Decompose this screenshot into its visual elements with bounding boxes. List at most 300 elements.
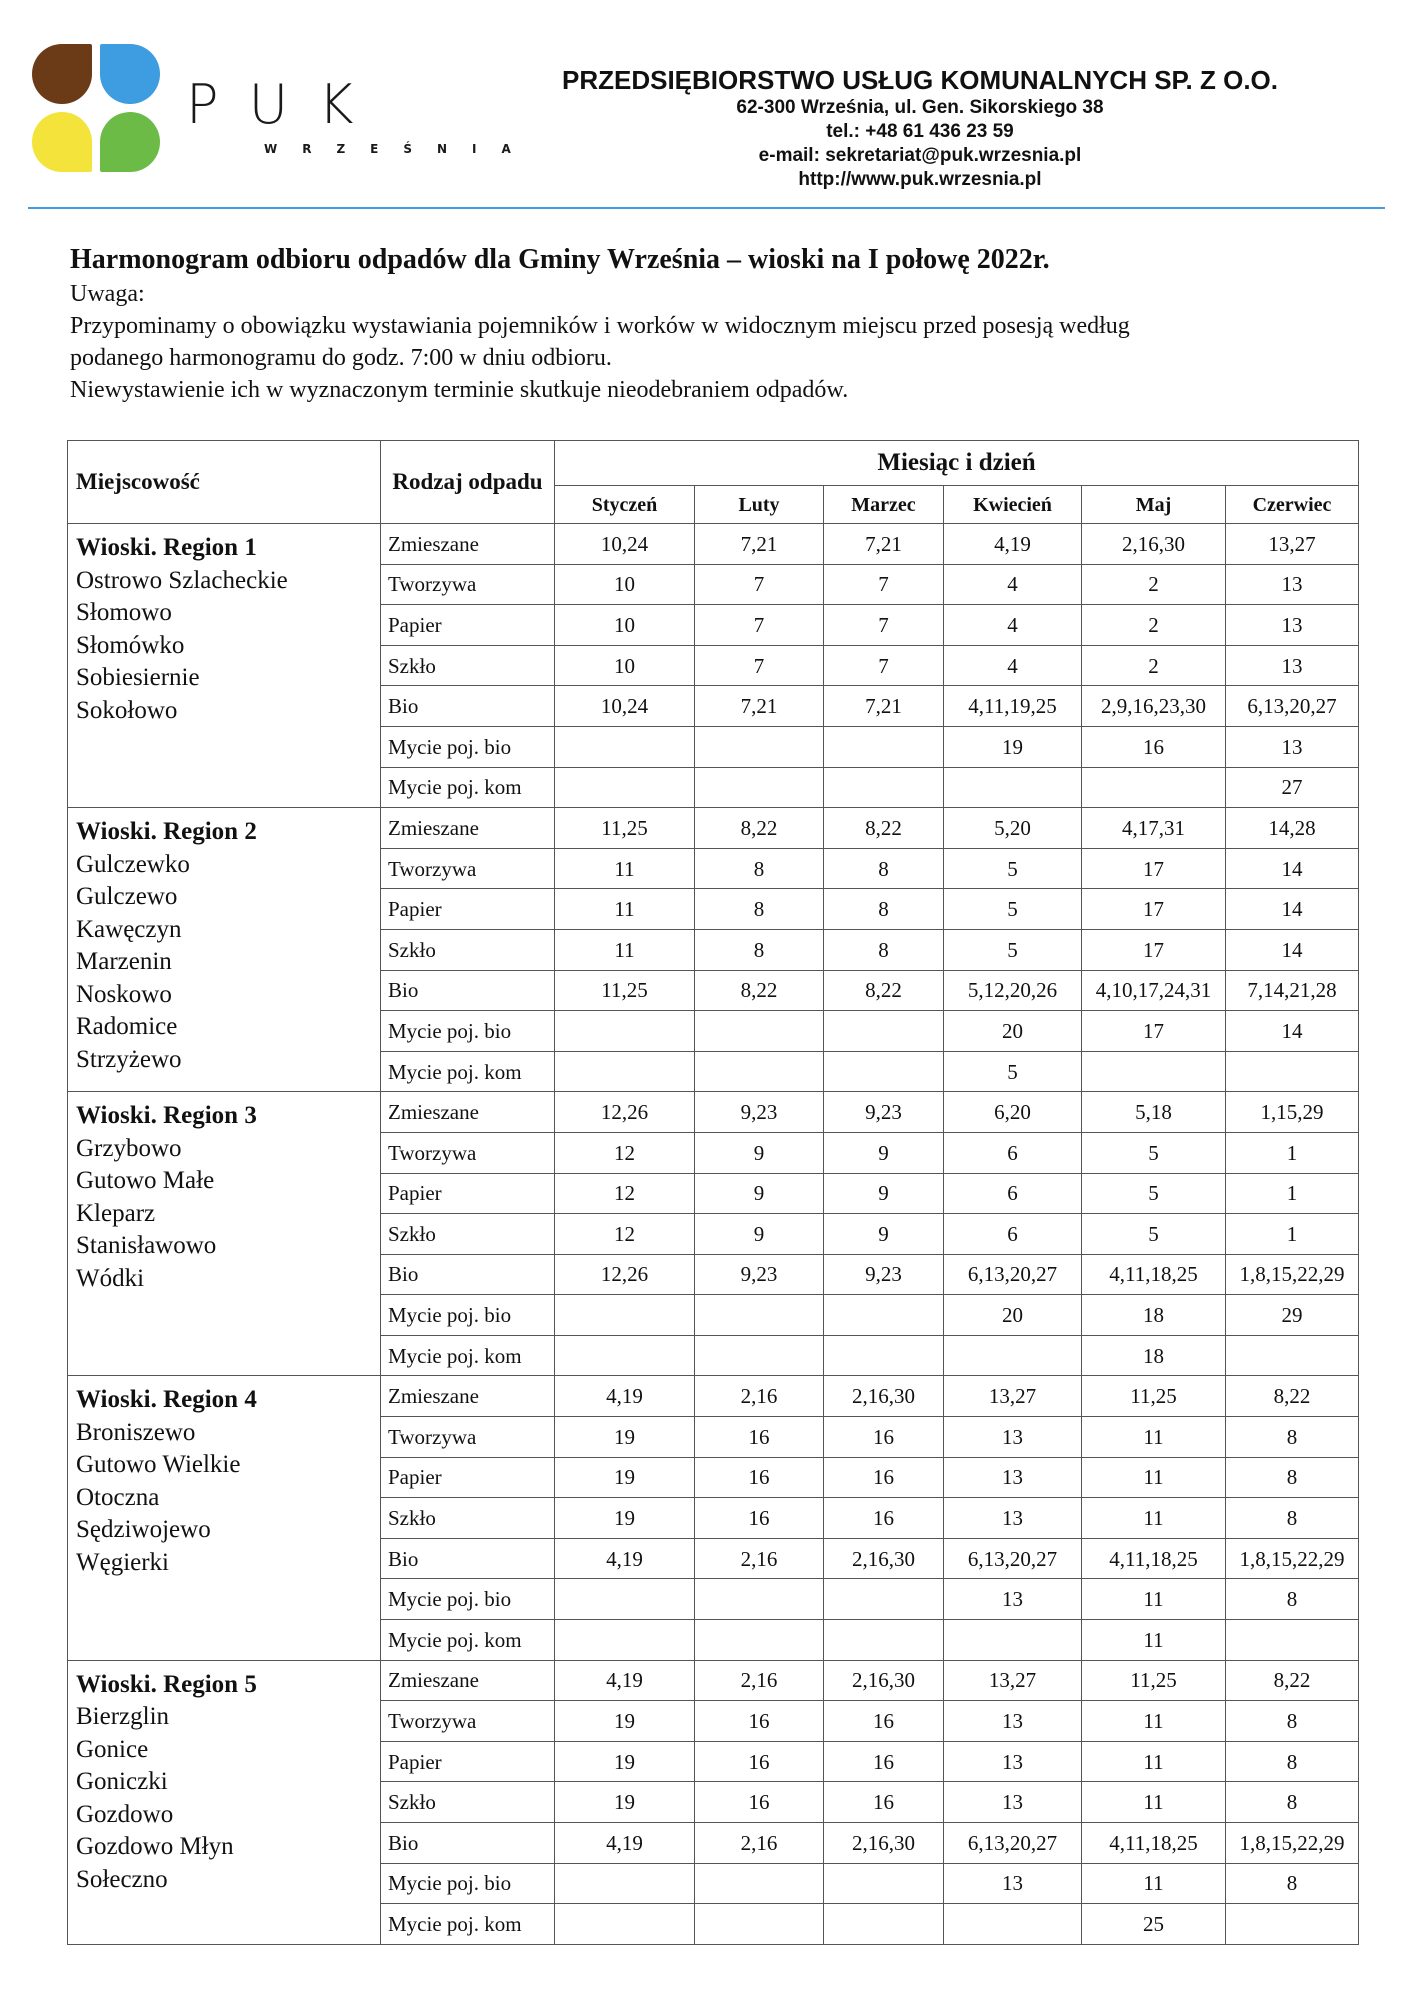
town-name: Goniczki (76, 1768, 168, 1796)
pickup-days-cell: 8,22 (1226, 1660, 1359, 1701)
pickup-days-cell: 4,19 (555, 1376, 695, 1417)
pickup-days-cell: 7 (824, 645, 944, 686)
pickup-days-cell (695, 1011, 824, 1052)
pickup-days-cell: 8 (695, 848, 824, 889)
pickup-days-cell: 8,22 (1226, 1376, 1359, 1417)
pickup-days-cell: 6 (944, 1214, 1082, 1255)
pickup-days-cell: 2,16 (695, 1376, 824, 1417)
pickup-days-cell: 13 (944, 1457, 1082, 1498)
region-cell (68, 1092, 381, 1376)
pickup-days-cell: 14 (1226, 889, 1359, 930)
pickup-days-cell: 29 (1226, 1295, 1359, 1336)
month-header: Maj (1082, 486, 1226, 524)
logo-petal-yellow (32, 112, 92, 172)
waste-type: Zmieszane (381, 1092, 555, 1133)
pickup-days-cell (944, 767, 1082, 808)
pickup-days-cell (944, 1335, 1082, 1376)
pickup-days-cell (824, 1620, 944, 1661)
pickup-days-cell: 2,16 (695, 1823, 824, 1864)
pickup-days-cell (555, 1904, 695, 1945)
region-name: Wioski. Region 1 (76, 534, 257, 561)
pickup-days-cell: 2 (1082, 645, 1226, 686)
town-name: Broniszewo (76, 1418, 196, 1446)
brand-subtitle: WRZEŚNIA (264, 142, 536, 156)
pickup-days-cell: 12 (555, 1214, 695, 1255)
pickup-days-cell (695, 767, 824, 808)
pickup-days-cell (1082, 1051, 1226, 1092)
pickup-days-cell: 16 (824, 1741, 944, 1782)
pickup-days-cell: 6,13,20,27 (944, 1254, 1082, 1295)
pickup-days-cell: 13,27 (1226, 524, 1359, 565)
table-row (68, 1376, 1359, 1417)
pickup-days-cell: 8,22 (695, 808, 824, 849)
pickup-days-cell: 13,27 (944, 1376, 1082, 1417)
pickup-days-cell: 11 (1082, 1701, 1226, 1742)
pickup-days-cell: 9,23 (824, 1092, 944, 1133)
town-name: Gutowo Wielkie (76, 1451, 241, 1479)
pickup-days-cell: 7,21 (824, 524, 944, 565)
town-name: Grzybowo (76, 1134, 182, 1162)
pickup-days-cell: 11 (555, 929, 695, 970)
column-header-waste-type: Rodzaj odpadu (381, 441, 555, 524)
waste-type: Mycie poj. kom (381, 767, 555, 808)
town-name: Gulczewko (76, 850, 190, 878)
waste-type: Bio (381, 686, 555, 727)
pickup-days-cell: 18 (1082, 1295, 1226, 1336)
pickup-days-cell: 11,25 (555, 808, 695, 849)
town-name: Gutowo Małe (76, 1167, 215, 1195)
town-name: Sokołowo (76, 696, 178, 724)
pickup-days-cell: 19 (555, 1457, 695, 1498)
pickup-days-cell (824, 726, 944, 767)
pickup-days-cell (555, 1295, 695, 1336)
pickup-days-cell: 19 (555, 1741, 695, 1782)
pickup-days-cell: 2,9,16,23,30 (1082, 686, 1226, 727)
pickup-days-cell: 11 (1082, 1782, 1226, 1823)
pickup-days-cell: 2,16,30 (824, 1538, 944, 1579)
pickup-days-cell: 1,15,29 (1226, 1092, 1359, 1133)
pickup-days-cell: 11,25 (555, 970, 695, 1011)
pickup-days-cell: 11 (1082, 1741, 1226, 1782)
pickup-days-cell: 16 (695, 1782, 824, 1823)
waste-type: Mycie poj. bio (381, 1863, 555, 1904)
pickup-days-cell: 10,24 (555, 686, 695, 727)
pickup-days-cell: 16 (695, 1457, 824, 1498)
pickup-days-cell: 8 (1226, 1579, 1359, 1620)
pickup-days-cell: 5 (944, 1051, 1082, 1092)
pickup-days-cell: 12 (555, 1132, 695, 1173)
pickup-days-cell: 2,16 (695, 1660, 824, 1701)
pickup-days-cell: 7,21 (824, 686, 944, 727)
region-name: Wioski. Region 2 (76, 818, 257, 846)
pickup-days-cell: 19 (944, 726, 1082, 767)
notice-line: podanego harmonogramu do godz. 7:00 w dniu odbioru. (70, 345, 612, 371)
pickup-days-cell: 11 (1082, 1498, 1226, 1539)
pickup-days-cell (824, 1295, 944, 1336)
pickup-days-cell (1226, 1620, 1359, 1661)
page-title: Harmonogram odbioru odpadów dla Gminy Września – wioski na I połowę 2022r. (70, 244, 1050, 275)
pickup-days-cell: 1 (1226, 1173, 1359, 1214)
pickup-days-cell: 11 (1082, 1417, 1226, 1458)
column-header-location: Miejscowość (68, 441, 381, 524)
pickup-days-cell (695, 726, 824, 767)
pickup-days-cell: 5 (944, 929, 1082, 970)
notice-line: Przypominamy o obowiązku wystawiania pojemników i worków w widocznym miejscu przed posesją według (70, 313, 1130, 339)
region-cell (68, 808, 381, 1092)
pickup-days-cell: 1 (1226, 1132, 1359, 1173)
pickup-days-cell: 9 (695, 1214, 824, 1255)
pickup-days-cell: 13 (1226, 726, 1359, 767)
schedule-body (68, 524, 1359, 1945)
pickup-days-cell: 4,19 (555, 1538, 695, 1579)
pickup-days-cell: 5,20 (944, 808, 1082, 849)
pickup-days-cell: 16 (824, 1498, 944, 1539)
pickup-days-cell: 14 (1226, 848, 1359, 889)
pickup-days-cell (1226, 1335, 1359, 1376)
pickup-days-cell: 14,28 (1226, 808, 1359, 849)
pickup-days-cell: 13 (944, 1782, 1082, 1823)
waste-type: Szkło (381, 1498, 555, 1539)
pickup-days-cell: 4,11,18,25 (1082, 1254, 1226, 1295)
pickup-days-cell (555, 1011, 695, 1052)
column-header-months: Miesiąc i dzień (555, 441, 1359, 486)
pickup-days-cell: 2,16,30 (824, 1660, 944, 1701)
pickup-days-cell: 7,21 (695, 686, 824, 727)
pickup-days-cell: 6,13,20,27 (944, 1538, 1082, 1579)
notice-line: Uwaga: (70, 281, 145, 307)
pickup-days-cell: 2,16,30 (824, 1823, 944, 1864)
waste-type: Zmieszane (381, 1376, 555, 1417)
pickup-days-cell: 14 (1226, 1011, 1359, 1052)
company-phone: tel.: +48 61 436 23 59 (826, 121, 1014, 142)
pickup-days-cell: 4 (944, 605, 1082, 646)
pickup-days-cell: 5,18 (1082, 1092, 1226, 1133)
pickup-days-cell: 19 (555, 1782, 695, 1823)
region-name: Wioski. Region 4 (76, 1386, 257, 1414)
schedule-table (67, 440, 1359, 1945)
pickup-days-cell: 17 (1082, 848, 1226, 889)
town-name: Bierzglin (76, 1703, 170, 1731)
pickup-days-cell: 7 (695, 605, 824, 646)
pickup-days-cell: 14 (1226, 929, 1359, 970)
pickup-days-cell: 4,19 (555, 1823, 695, 1864)
pickup-days-cell: 12,26 (555, 1254, 695, 1295)
waste-type: Zmieszane (381, 524, 555, 565)
pickup-days-cell: 2,16,30 (1082, 524, 1226, 565)
pickup-days-cell: 10 (555, 645, 695, 686)
pickup-days-cell: 13 (944, 1701, 1082, 1742)
region-cell (68, 1376, 381, 1660)
notice-block (70, 242, 1370, 406)
pickup-days-cell (555, 1579, 695, 1620)
table-header-row (68, 441, 1359, 486)
pickup-days-cell (824, 1335, 944, 1376)
waste-type: Mycie poj. bio (381, 1011, 555, 1052)
pickup-days-cell: 7,21 (695, 524, 824, 565)
waste-type: Zmieszane (381, 808, 555, 849)
pickup-days-cell: 7 (824, 605, 944, 646)
pickup-days-cell: 13 (944, 1863, 1082, 1904)
waste-type: Papier (381, 1173, 555, 1214)
town-name: Gulczewo (76, 883, 178, 911)
waste-type: Papier (381, 1741, 555, 1782)
pickup-days-cell: 4 (944, 645, 1082, 686)
pickup-days-cell: 10 (555, 605, 695, 646)
pickup-days-cell (695, 1904, 824, 1945)
table-row (68, 808, 1359, 849)
logo-petal-green (100, 112, 160, 172)
town-name: Marzenin (76, 948, 172, 976)
pickup-days-cell: 11 (1082, 1863, 1226, 1904)
pickup-days-cell: 8 (824, 848, 944, 889)
pickup-days-cell: 10 (555, 564, 695, 605)
pickup-days-cell: 8,22 (695, 970, 824, 1011)
town-name: Stanisławowo (76, 1232, 217, 1260)
pickup-days-cell: 25 (1082, 1904, 1226, 1945)
pickup-days-cell: 7 (695, 564, 824, 605)
waste-type: Papier (381, 1457, 555, 1498)
pickup-days-cell (824, 1863, 944, 1904)
waste-type: Papier (381, 605, 555, 646)
table-row (68, 1092, 1359, 1133)
waste-type: Papier (381, 889, 555, 930)
pickup-days-cell: 13 (944, 1579, 1082, 1620)
waste-type: Tworzywa (381, 1701, 555, 1742)
pickup-days-cell (555, 1620, 695, 1661)
town-name: Radomice (76, 1013, 178, 1041)
pickup-days-cell: 16 (695, 1701, 824, 1742)
waste-type: Bio (381, 1823, 555, 1864)
pickup-days-cell: 16 (824, 1457, 944, 1498)
town-name: Ostrowo Szlacheckie (76, 566, 288, 594)
pickup-days-cell: 17 (1082, 1011, 1226, 1052)
pickup-days-cell: 7,14,21,28 (1226, 970, 1359, 1011)
pickup-days-cell: 8 (1226, 1457, 1359, 1498)
waste-type: Szkło (381, 929, 555, 970)
company-address: 62-300 Września, ul. Gen. Sikorskiego 38 (736, 97, 1104, 118)
waste-type: Zmieszane (381, 1660, 555, 1701)
pickup-days-cell: 11 (1082, 1579, 1226, 1620)
pickup-days-cell: 2,16 (695, 1538, 824, 1579)
waste-type: Bio (381, 1254, 555, 1295)
waste-type: Bio (381, 1538, 555, 1579)
pickup-days-cell (1226, 1904, 1359, 1945)
pickup-days-cell (1082, 767, 1226, 808)
pickup-days-cell: 1 (1226, 1214, 1359, 1255)
pickup-days-cell (695, 1335, 824, 1376)
pickup-days-cell: 5 (944, 889, 1082, 930)
pickup-days-cell: 5 (1082, 1173, 1226, 1214)
pickup-days-cell (555, 1335, 695, 1376)
pickup-days-cell: 20 (944, 1295, 1082, 1336)
month-header: Czerwiec (1226, 486, 1359, 524)
pickup-days-cell: 4,10,17,24,31 (1082, 970, 1226, 1011)
pickup-days-cell: 1,8,15,22,29 (1226, 1538, 1359, 1579)
pickup-days-cell: 9 (695, 1173, 824, 1214)
pickup-days-cell: 4,11,18,25 (1082, 1823, 1226, 1864)
pickup-days-cell: 13,27 (944, 1660, 1082, 1701)
header-divider (28, 207, 1385, 209)
pickup-days-cell: 19 (555, 1498, 695, 1539)
pickup-days-cell: 2 (1082, 564, 1226, 605)
town-name: Gozdowo (76, 1800, 174, 1828)
pickup-days-cell: 16 (695, 1741, 824, 1782)
waste-type: Mycie poj. kom (381, 1620, 555, 1661)
pickup-days-cell: 8,22 (824, 970, 944, 1011)
pickup-days-cell: 6,13,20,27 (944, 1823, 1082, 1864)
pickup-days-cell: 4,19 (555, 1660, 695, 1701)
pickup-days-cell: 13 (1226, 605, 1359, 646)
pickup-days-cell: 13 (944, 1417, 1082, 1458)
pickup-days-cell: 5 (1082, 1214, 1226, 1255)
company-email[interactable]: e-mail: sekretariat@puk.wrzesnia.pl (758, 145, 1082, 166)
town-name: Gonice (76, 1735, 149, 1763)
pickup-days-cell (824, 1579, 944, 1620)
month-header: Marzec (824, 486, 944, 524)
pickup-days-cell: 16 (695, 1417, 824, 1458)
pickup-days-cell (824, 767, 944, 808)
pickup-days-cell: 16 (824, 1701, 944, 1742)
pickup-days-cell: 9 (695, 1132, 824, 1173)
waste-type: Szkło (381, 645, 555, 686)
pickup-days-cell: 18 (1082, 1335, 1226, 1376)
pickup-days-cell: 6,20 (944, 1092, 1082, 1133)
brand-name: PUK (186, 73, 384, 136)
pickup-days-cell: 11 (1082, 1457, 1226, 1498)
pickup-days-cell (555, 1051, 695, 1092)
pickup-days-cell: 8 (1226, 1863, 1359, 1904)
town-name: Kleparz (76, 1199, 156, 1227)
waste-type: Szkło (381, 1214, 555, 1255)
pickup-days-cell (944, 1620, 1082, 1661)
region-cell (68, 1660, 381, 1944)
region-cell (68, 524, 381, 808)
pickup-days-cell: 12,26 (555, 1092, 695, 1133)
town-name: Sędziwojewo (76, 1516, 211, 1544)
pickup-days-cell: 4,19 (944, 524, 1082, 565)
pickup-days-cell: 12 (555, 1173, 695, 1214)
table-row (68, 1660, 1359, 1701)
pickup-days-cell (695, 1051, 824, 1092)
pickup-days-cell: 6,13,20,27 (1226, 686, 1359, 727)
pickup-days-cell: 8,22 (824, 808, 944, 849)
waste-type: Tworzywa (381, 1132, 555, 1173)
company-name: PRZEDSIĘBIORSTWO USŁUG KOMUNALNYCH SP. Z O.O. (561, 65, 1278, 95)
pickup-days-cell: 13 (944, 1741, 1082, 1782)
pickup-days-cell (555, 1863, 695, 1904)
pickup-days-cell: 10,24 (555, 524, 695, 565)
pickup-days-cell: 9,23 (824, 1254, 944, 1295)
pickup-days-cell: 17 (1082, 929, 1226, 970)
pickup-days-cell (1226, 1051, 1359, 1092)
town-name: Słomówko (76, 631, 185, 659)
pickup-days-cell: 9 (824, 1214, 944, 1255)
pickup-days-cell: 8 (1226, 1498, 1359, 1539)
town-name: Strzyżewo (76, 1045, 182, 1073)
pickup-days-cell: 9,23 (695, 1092, 824, 1133)
pickup-days-cell: 1,8,15,22,29 (1226, 1823, 1359, 1864)
region-name: Wioski. Region 5 (76, 1670, 257, 1698)
waste-type: Tworzywa (381, 1417, 555, 1458)
pickup-days-cell: 19 (555, 1701, 695, 1742)
pickup-days-cell: 16 (824, 1417, 944, 1458)
company-website[interactable]: http://www.puk.wrzesnia.pl (798, 169, 1042, 190)
pickup-days-cell: 5 (1082, 1132, 1226, 1173)
pickup-days-cell: 11,25 (1082, 1376, 1226, 1417)
company-info (470, 64, 1370, 192)
pickup-days-cell (555, 767, 695, 808)
pickup-days-cell (695, 1620, 824, 1661)
town-name: Kawęczyn (76, 915, 182, 943)
town-name: Węgierki (76, 1548, 170, 1576)
pickup-days-cell: 13 (1226, 564, 1359, 605)
pickup-days-cell (695, 1295, 824, 1336)
pickup-days-cell: 6 (944, 1132, 1082, 1173)
pickup-days-cell: 16 (695, 1498, 824, 1539)
pickup-days-cell: 4,11,19,25 (944, 686, 1082, 727)
pickup-days-cell: 9,23 (695, 1254, 824, 1295)
waste-type: Tworzywa (381, 848, 555, 889)
pickup-days-cell (824, 1904, 944, 1945)
pickup-days-cell (824, 1011, 944, 1052)
pickup-days-cell: 8 (1226, 1782, 1359, 1823)
month-header: Luty (695, 486, 824, 524)
waste-type: Mycie poj. kom (381, 1335, 555, 1376)
town-name: Sołeczno (76, 1865, 168, 1893)
town-name: Gozdowo Młyn (76, 1833, 234, 1861)
pickup-days-cell: 8 (824, 929, 944, 970)
pickup-days-cell: 8 (1226, 1741, 1359, 1782)
pickup-days-cell (824, 1051, 944, 1092)
pickup-days-cell: 13 (1226, 645, 1359, 686)
pickup-days-cell (944, 1904, 1082, 1945)
waste-type: Mycie poj. bio (381, 1579, 555, 1620)
logo-petal-blue (100, 44, 160, 104)
pickup-days-cell: 20 (944, 1011, 1082, 1052)
month-header: Kwiecień (944, 486, 1082, 524)
pickup-days-cell (695, 1863, 824, 1904)
pickup-days-cell: 4,17,31 (1082, 808, 1226, 849)
pickup-days-cell: 27 (1226, 767, 1359, 808)
waste-type: Tworzywa (381, 564, 555, 605)
pickup-days-cell: 5 (944, 848, 1082, 889)
pickup-days-cell: 4,11,18,25 (1082, 1538, 1226, 1579)
pickup-days-cell: 2,16,30 (824, 1376, 944, 1417)
pickup-days-cell: 19 (555, 1417, 695, 1458)
pickup-days-cell: 6 (944, 1173, 1082, 1214)
pickup-days-cell: 11 (555, 889, 695, 930)
waste-type: Mycie poj. kom (381, 1904, 555, 1945)
pickup-days-cell: 8 (1226, 1417, 1359, 1458)
pickup-days-cell: 13 (944, 1498, 1082, 1539)
waste-type: Mycie poj. bio (381, 1295, 555, 1336)
pickup-days-cell: 16 (824, 1782, 944, 1823)
pickup-days-cell: 11,25 (1082, 1660, 1226, 1701)
pickup-days-cell: 4 (944, 564, 1082, 605)
pickup-days-cell: 5,12,20,26 (944, 970, 1082, 1011)
pickup-days-cell: 7 (695, 645, 824, 686)
pickup-days-cell: 11 (1082, 1620, 1226, 1661)
pickup-days-cell: 9 (824, 1173, 944, 1214)
waste-type: Szkło (381, 1782, 555, 1823)
pickup-days-cell: 8 (695, 929, 824, 970)
waste-type: Bio (381, 970, 555, 1011)
table-row (68, 524, 1359, 565)
region-name: Wioski. Region 3 (76, 1102, 257, 1130)
pickup-days-cell: 8 (824, 889, 944, 930)
pickup-days-cell: 1,8,15,22,29 (1226, 1254, 1359, 1295)
pickup-days-cell: 11 (555, 848, 695, 889)
